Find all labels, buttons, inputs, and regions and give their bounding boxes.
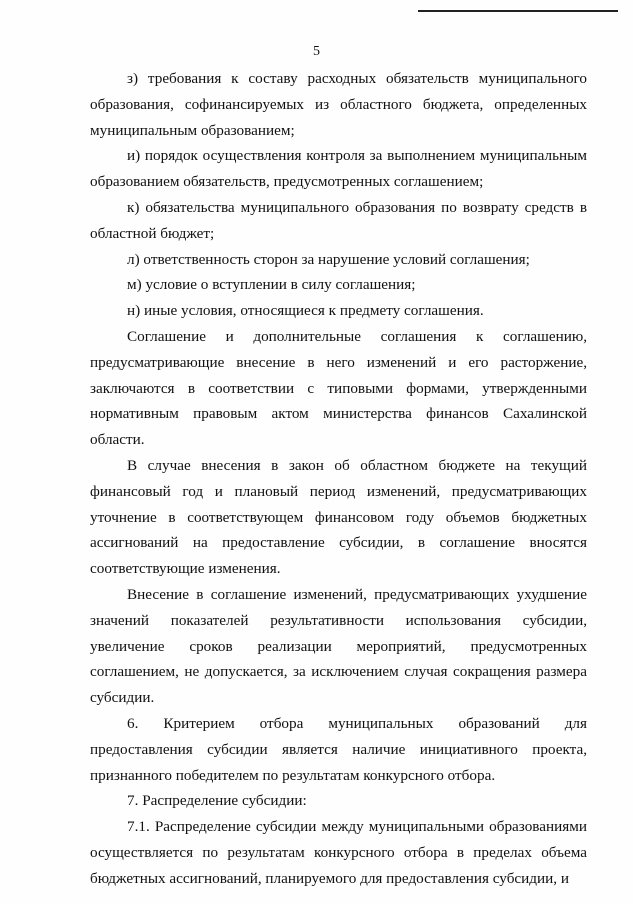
paragraph-item-i: и) порядок осуществления контроля за выполнением муниципальным образованием обязательств, предусмотренных соглашением; (90, 147, 587, 191)
header-rule (418, 10, 618, 12)
paragraph-item-l: л) ответственность сторон за нарушение условий соглашения; (127, 250, 530, 268)
paragraph-item-k: к) обязательства муниципального образования по возврату средств в областной бюджет; (90, 198, 587, 242)
paragraph-7-1: 7.1. Распределение субсидии между муниципальными образованиями осуществляется по результатам конкурсного отбора в пределах объема бюджетных ассигнований, планируемого для предоставления субсидии, и (90, 818, 587, 887)
paragraph-budget-law-changes: В случае внесения в закон об областном бюджете на текущий финансовый год и плановый период изменений, предусматривающих уточнение в соответствующем финансовом году объемов бюджетных ассигнований на предоставление субсидии, в соглашение вносятся соответствующие изменения. (90, 456, 587, 578)
page-number: 5 (313, 44, 320, 59)
paragraph-criterion-6: 6. Критерием отбора муниципальных образований для предоставления субсидии является наличие инициативного проекта, признанного победителем по результатам конкурсного отбора. (90, 714, 587, 784)
paragraph-item-n: н) иные условия, относящиеся к предмету соглашения. (127, 302, 484, 320)
document-body (90, 66, 587, 892)
section-heading-7: 7. Распределение субсидии: (127, 792, 307, 810)
paragraph-item-z: з) требования к составу расходных обязательств муниципального образования, софинансируемых из областного бюджета, определенных муниципальным образованием; (90, 70, 587, 139)
paragraph-item-m: м) условие о вступлении в силу соглашения; (127, 276, 416, 294)
paragraph-no-worsening: Внесение в соглашение изменений, предусматривающих ухудшение значений показателей результативности использования субсидии, увеличение сроков реализации мероприятий, предусмотренных соглашением, не допускается, за исключением случая сокращения размера субсидии. (90, 585, 587, 707)
paragraph-agreement-forms: Соглашение и дополнительные соглашения к соглашению, предусматривающие внесение в него изменений и его расторжение, заключаются в соответствии с типовыми формами, утвержденными нормативным правовым актом министерства финансов Сахалинской области. (90, 327, 587, 449)
